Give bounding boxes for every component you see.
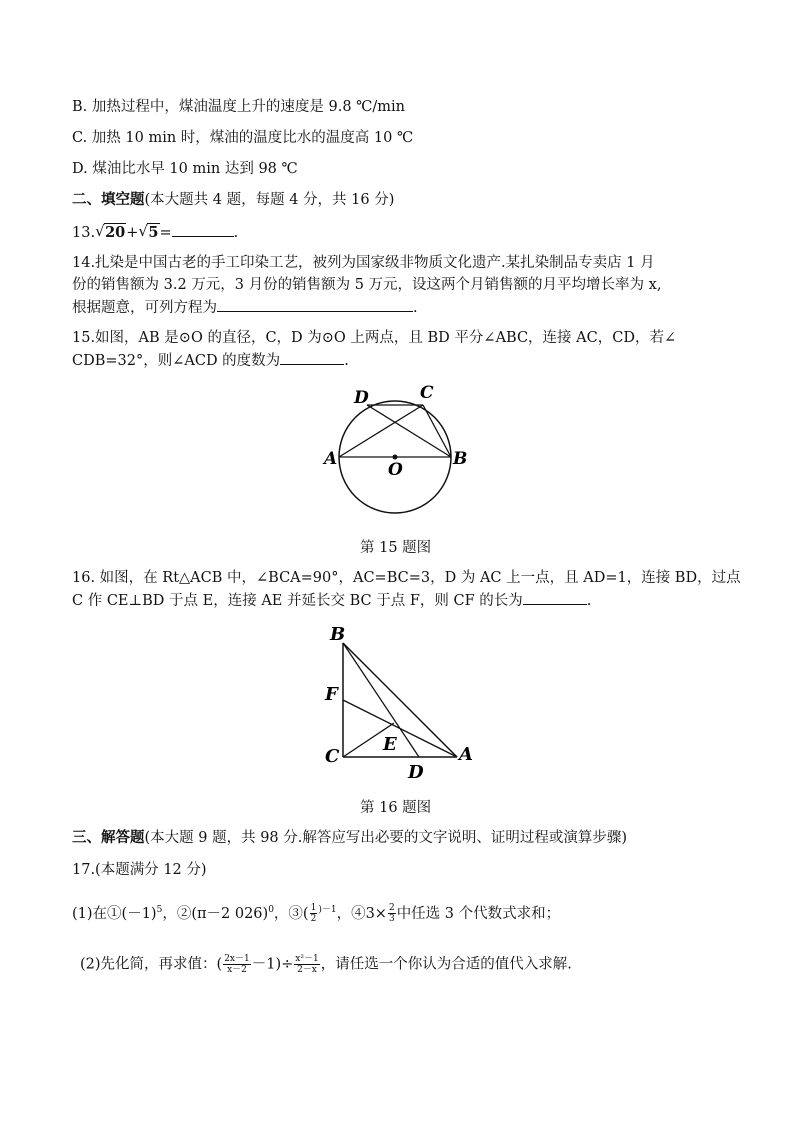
label-a: A	[459, 744, 473, 765]
fraction-one-half: $\frac{1}{2}$	[310, 903, 317, 925]
caption-fig-16: 第 16 题图	[360, 800, 432, 816]
q17-p2-prefix: (2)先化简，再求值：(	[80, 956, 223, 973]
q15-prompt: CDB=32°，则∠ACD 的度数为	[72, 353, 281, 369]
sqrt-20: √ 20	[95, 222, 126, 241]
q14-end: .	[413, 300, 418, 316]
q14-line-1: 14.扎染是中国古老的手工印染工艺，被列为国家级非物质文化遗产.某扎染制品专卖店 1 月	[72, 255, 655, 271]
q14-prompt: 根据题意，可列方程为	[72, 300, 217, 316]
section-2-header	[72, 190, 394, 210]
q13-number: 13.	[72, 225, 96, 241]
q17-p1-instruction: 中任选 3 个代数式求和；	[396, 905, 561, 922]
section-3-title: 三、解答题	[72, 829, 145, 846]
exp-5: 5	[156, 905, 163, 915]
option-d: D. 煤油比水早 10 min 达到 98 ℃	[72, 161, 298, 177]
section-3-desc: (本大题 9 题，共 98 分.解答应写出必要的文字说明、证明过程或演算步骤)	[144, 830, 628, 846]
q17-part-1	[72, 900, 560, 924]
answer-blank-14[interactable]	[217, 297, 413, 312]
q15-line-1: 15.如图，AB 是⊙O 的直径，C，D 为⊙O 上两点，且 BD 平分∠ABC，连接 AC，CD，若∠	[72, 330, 677, 346]
label-d: D	[408, 762, 424, 783]
label-d: D	[354, 388, 369, 408]
question-13	[72, 222, 238, 243]
exp-neg-1: )－1	[318, 905, 337, 915]
fraction-x2-1-over-2-x: $\frac{\text{x²－1}}{2-x}$	[295, 954, 319, 975]
label-b: B	[330, 624, 346, 645]
label-f: F	[325, 684, 338, 705]
label-c: C	[325, 746, 340, 767]
q16-line-1: 16. 如图，在 Rt△ACB 中，∠BCA=90°，AC=BC=3，D 为 AC 上一点，且 AD=1，连接 BD，过点	[72, 570, 741, 586]
section-2-desc: (本大题共 4 题，每题 4 分，共 16 分)	[144, 192, 395, 208]
label-a: A	[324, 449, 338, 469]
chord-bc	[423, 405, 451, 457]
label-c: C	[420, 383, 434, 403]
q17-p1-expr-3: ，③(	[273, 905, 309, 922]
option-c: C. 加热 10 min 时，煤油的温度比水的温度高 10 ℃	[72, 130, 414, 146]
caption-fig-15: 第 15 题图	[360, 540, 432, 556]
q17-part-2	[80, 954, 572, 975]
chord-ac	[339, 405, 423, 457]
q15-end: .	[344, 353, 349, 369]
q14-line-3	[72, 297, 418, 318]
answer-blank-16[interactable]	[523, 590, 587, 605]
section-3-header	[72, 828, 627, 848]
sqrt-5: √ 5	[138, 222, 159, 241]
q16-line-2	[72, 590, 591, 611]
q16-end: .	[586, 593, 592, 609]
section-2-title: 二、填空题	[72, 191, 145, 208]
q15-line-2	[72, 350, 349, 371]
q13-end: .	[233, 225, 239, 241]
q17-p1-expr-1: (1)在①(－1)	[72, 905, 157, 922]
equals-sign: =	[159, 225, 172, 241]
q17-p2-instruction: ，请任选一个你认为合适的值代入求解.	[320, 956, 572, 973]
label-b: B	[453, 449, 468, 469]
chord-bd	[367, 405, 451, 457]
q17-p2-middle: －1)÷	[251, 956, 294, 973]
answer-blank-15[interactable]	[280, 350, 344, 365]
q17-p1-expr-4: ，④3×	[336, 905, 387, 922]
option-b: B. 加热过程中，煤油温度上升的速度是 9.8 ℃/min	[72, 99, 405, 115]
q14-line-2: 份的销售额为 3.2 万元，3 月份的销售额为 5 万元，设这两个月销售额的月平均增长率为 x,	[72, 277, 662, 293]
figure-16-triangle-diagram	[318, 620, 478, 785]
q16-prompt: C 作 CE⊥BD 于点 E，连接 AE 并延长交 BC 于点 F，则 CF 的长为	[72, 593, 523, 609]
exp-0: 0	[268, 905, 274, 915]
fraction-2x-1-over-x-2: $\frac{2x-1}{x-2}$	[224, 954, 250, 975]
center-point	[393, 455, 398, 460]
fraction-two-thirds: $\frac{2}{3}$	[388, 903, 395, 925]
segment-bd	[343, 643, 419, 757]
side-ab	[343, 643, 457, 757]
q17-header: 17.(本题满分 12 分)	[72, 862, 207, 878]
figure-15-circle-diagram	[318, 378, 478, 518]
label-o: O	[388, 460, 403, 480]
label-e: E	[383, 734, 397, 755]
plus-sign: +	[126, 225, 139, 241]
q17-p1-expr-2: ，②(π－2 026)	[162, 905, 269, 922]
answer-blank-13[interactable]	[172, 222, 234, 237]
segment-af	[343, 700, 457, 757]
